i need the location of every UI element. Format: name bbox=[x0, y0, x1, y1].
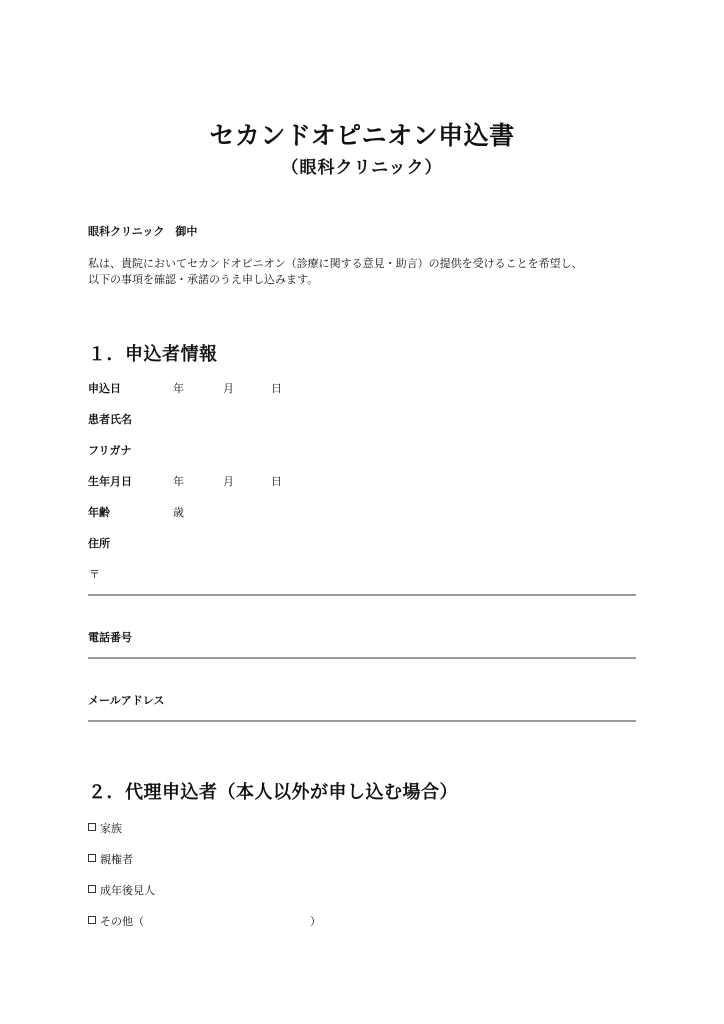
intro-line-1: 私は、貴院においてセカンドオピニオン（診療に関する意見・助言）の提供を受けることを希望し、 bbox=[88, 257, 583, 270]
intro-paragraph bbox=[88, 256, 648, 288]
email-label: メールアドレス bbox=[88, 694, 165, 707]
postal-mark: 〒 bbox=[89, 568, 100, 581]
section-1-heading: １．申込者情報 bbox=[88, 344, 218, 365]
checkbox-icon[interactable] bbox=[88, 823, 96, 831]
option-guardian[interactable] bbox=[88, 851, 133, 867]
option-other-label: その他（ bbox=[100, 915, 144, 928]
option-adult-guardian[interactable] bbox=[88, 882, 155, 898]
checkbox-icon[interactable] bbox=[88, 885, 96, 893]
email-underline bbox=[88, 720, 636, 722]
option-other-close-paren: ） bbox=[310, 915, 321, 928]
age-unit: 歳 bbox=[173, 506, 184, 519]
option-family[interactable] bbox=[88, 820, 122, 836]
intro-line-2: 以下の事項を確認・承諾のうえ申し込みます。 bbox=[88, 273, 319, 286]
phone-underline bbox=[88, 657, 636, 659]
application-date-month-unit: 月 bbox=[223, 382, 234, 395]
birth-date-day-unit: 日 bbox=[271, 475, 282, 488]
furigana-label: フリガナ bbox=[88, 444, 132, 457]
birth-date-year-unit: 年 bbox=[173, 475, 184, 488]
option-adult-guardian-label: 成年後見人 bbox=[100, 884, 155, 897]
option-family-label: 家族 bbox=[100, 822, 122, 835]
document-title: セカンドオピニオン申込書 bbox=[209, 121, 515, 150]
address-label: 住所 bbox=[88, 537, 110, 550]
phone-label: 電話番号 bbox=[88, 631, 132, 644]
document-subtitle: （眼科クリニック） bbox=[281, 158, 443, 178]
application-date-label: 申込日 bbox=[88, 382, 121, 395]
option-guardian-label: 親権者 bbox=[100, 853, 133, 866]
option-other[interactable] bbox=[88, 913, 144, 929]
birth-date-month-unit: 月 bbox=[223, 475, 234, 488]
age-label: 年齢 bbox=[88, 506, 110, 519]
section-2-heading: ２．代理申込者（本人以外が申し込む場合） bbox=[88, 782, 458, 803]
birth-date-label: 生年月日 bbox=[88, 475, 132, 488]
patient-name-label: 患者氏名 bbox=[88, 413, 132, 426]
application-date-year-unit: 年 bbox=[173, 382, 184, 395]
addressee: 眼科クリニック 御中 bbox=[88, 225, 198, 238]
checkbox-icon[interactable] bbox=[88, 916, 96, 924]
checkbox-icon[interactable] bbox=[88, 854, 96, 862]
application-date-day-unit: 日 bbox=[271, 382, 282, 395]
address-underline bbox=[88, 594, 636, 596]
